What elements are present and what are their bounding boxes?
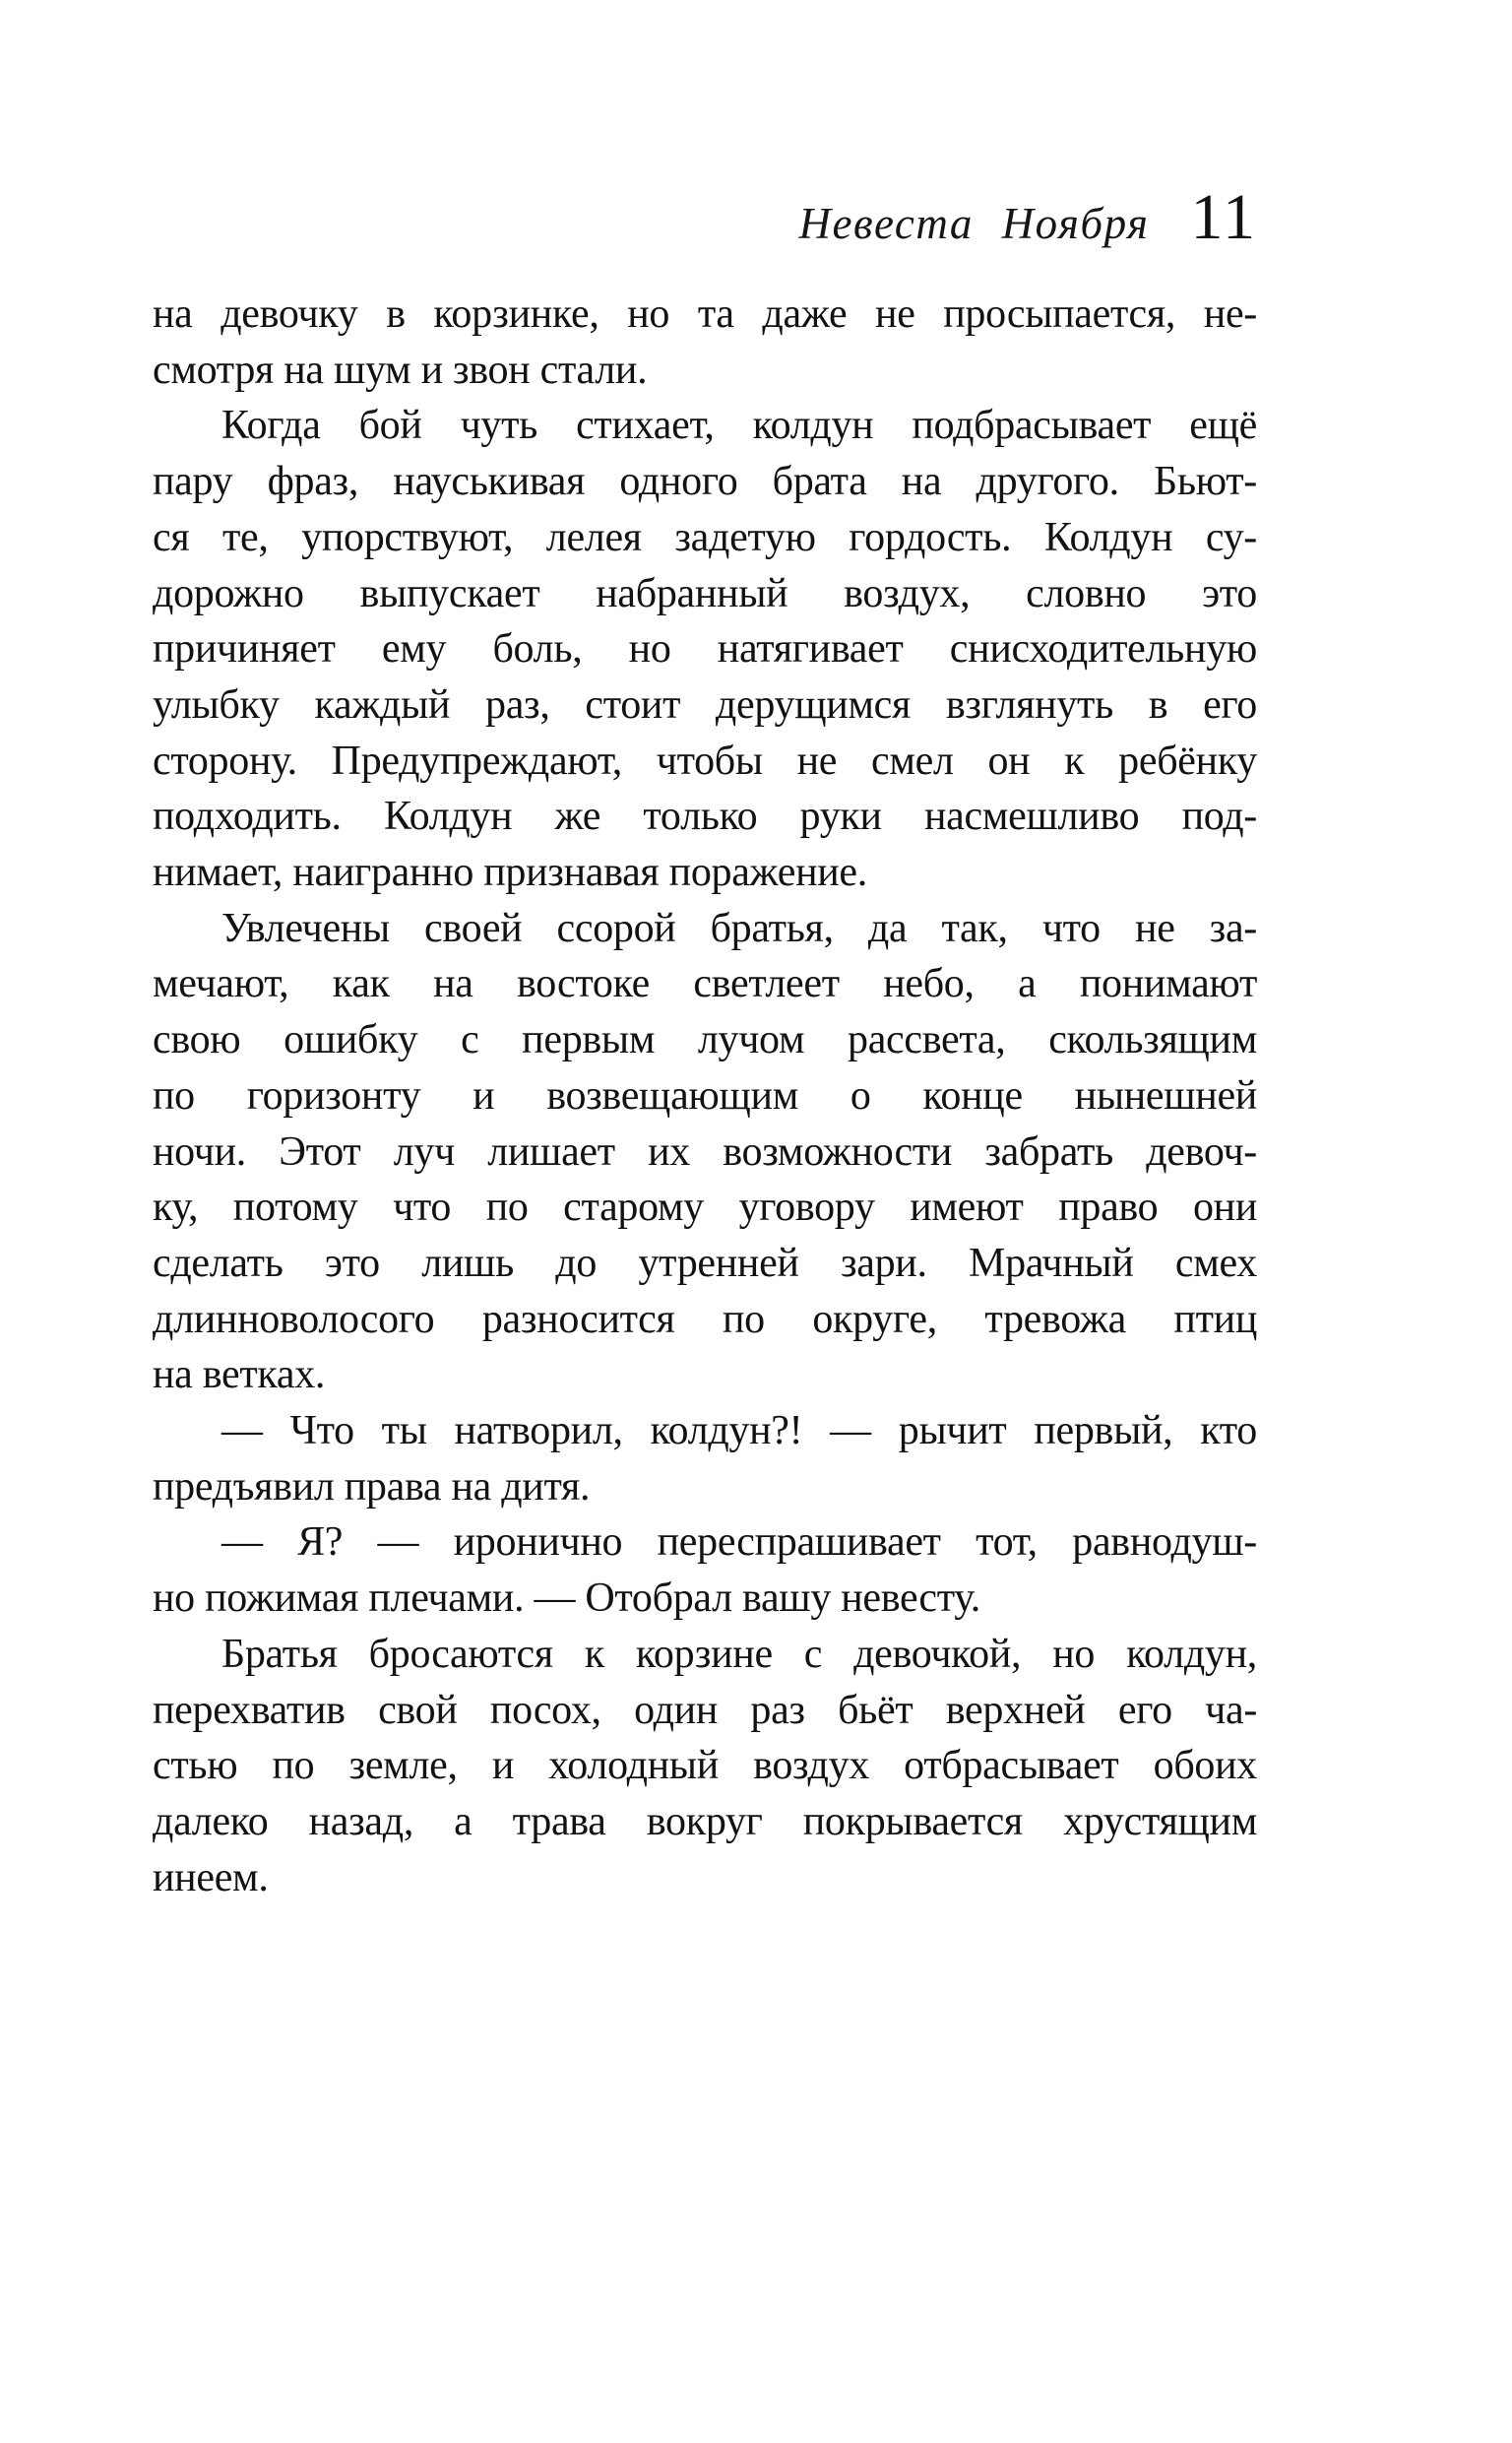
text-line: перехватив свой посох, один раз бьёт верхней его ча- xyxy=(153,1687,1257,1733)
text-block xyxy=(153,287,1257,1905)
text-line: на девочку в корзинке, но та даже не просыпается, не- xyxy=(153,291,1257,337)
text-line: причиняет ему боль, но натягивает снисходительную xyxy=(153,626,1257,673)
text-line: длинноволосого разносится по округе, тревожа птиц xyxy=(153,1296,1257,1342)
text-line: Братья бросаются к корзине с девочкой, но колдун, xyxy=(221,1631,1257,1677)
page-number: 11 xyxy=(1190,181,1257,253)
text-line: Когда бой чуть стихает, колдун подбрасывает ещё xyxy=(221,403,1257,449)
text-line: нимает, наигранно признавая поражение. xyxy=(153,850,867,896)
text-line: — Я? — иронично переспрашивает тот, равнодуш- xyxy=(221,1519,1257,1566)
text-line: Увлечены своей ссорой братья, да так, что не за- xyxy=(221,905,1257,951)
text-line: далеко назад, а трава вокруг покрывается хрустящим xyxy=(153,1798,1257,1844)
text-line: по горизонту и возвещающим о конце нынешней xyxy=(153,1072,1257,1119)
running-title: Невеста Ноября xyxy=(798,199,1150,248)
running-header xyxy=(798,181,1258,256)
text-line: улыбку каждый раз, стоит дерущимся взглянуть в его xyxy=(153,681,1257,728)
text-line: на ветках. xyxy=(153,1352,326,1398)
text-line: сделать это лишь до утренней зари. Мрачный смех xyxy=(153,1240,1257,1286)
text-line: стью по земле, и холодный воздух отбрасывает обоих xyxy=(153,1743,1257,1789)
text-line: — Что ты натворил, колдун?! — рычит первый, кто xyxy=(221,1408,1257,1454)
text-line: дорожно выпускает набранный воздух, словно это xyxy=(153,570,1257,616)
text-line: подходить. Колдун же только руки насмешливо под- xyxy=(153,794,1257,840)
text-line: смотря на шум и звон стали. xyxy=(153,347,648,393)
text-line: пару фраз, науськивая одного брата на другого. Бьют- xyxy=(153,459,1257,505)
text-line: инеем. xyxy=(153,1854,269,1900)
text-line: мечают, как на востоке светлеет небо, а понимают xyxy=(153,961,1257,1007)
text-line: свою ошибку с первым лучом рассвета, скользящим xyxy=(153,1017,1257,1063)
text-line: ся те, упорствуют, лелея задетую гордость. Колдун су- xyxy=(153,514,1257,560)
text-line: но пожимая плечами. — Отобрал вашу невесту. xyxy=(153,1575,980,1622)
text-line: ночи. Этот луч лишает их возможности забрать девоч- xyxy=(153,1128,1257,1175)
text-line: предъявил права на дитя. xyxy=(153,1463,591,1510)
text-line: ку, потому что по старому уговору имеют право они xyxy=(153,1185,1257,1231)
text-line: сторону. Предупреждают, чтобы не смел он к ребёнку xyxy=(153,738,1257,784)
